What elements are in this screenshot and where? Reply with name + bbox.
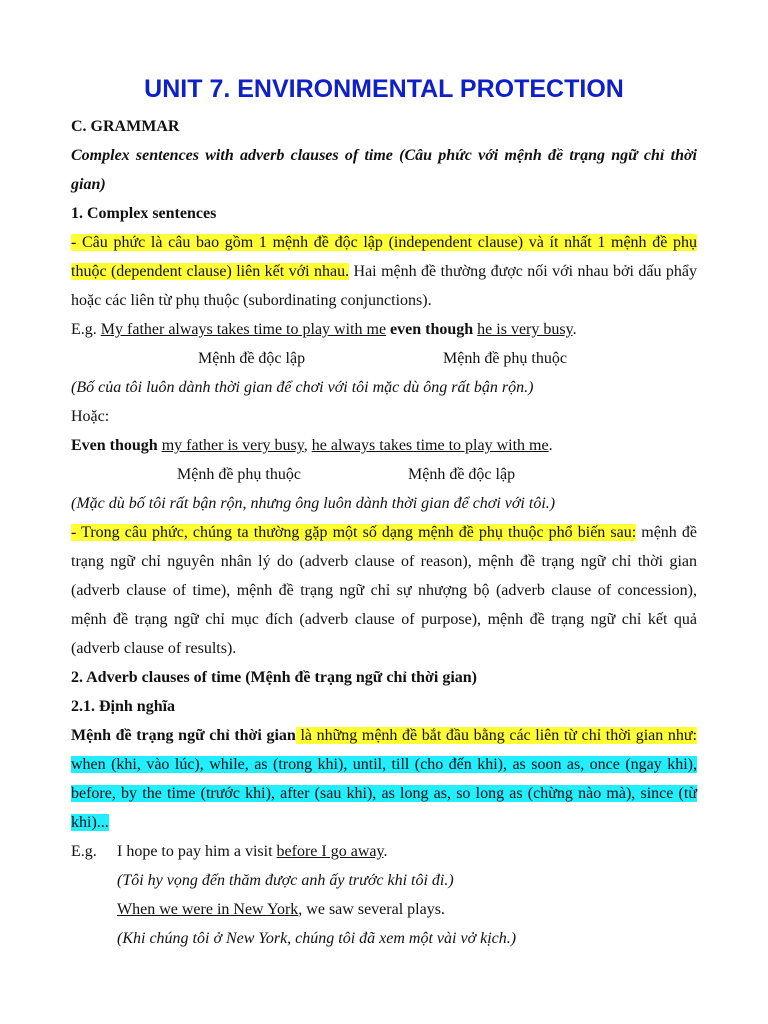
example-1-connector: even though xyxy=(390,321,474,338)
document-title: UNIT 7. ENVIRONMENTAL PROTECTION xyxy=(144,75,624,103)
example-2-connector: Even though xyxy=(71,437,158,454)
example-3-tag: E.g. xyxy=(71,843,97,860)
example-2-sentence xyxy=(71,431,697,460)
example-1-label-dependent: Mệnh đề phụ thuộc xyxy=(443,350,567,367)
example-prefix: E.g. xyxy=(71,321,101,338)
example-2-comma: , xyxy=(303,437,308,454)
paragraph-clause-types xyxy=(71,518,697,663)
example-2-dependent-clause: my father is very busy xyxy=(161,437,304,454)
heading-adverb-clauses: 2. Adverb clauses of time (Mệnh đề trạng ngữ chỉ thời gian) xyxy=(71,669,478,686)
example-2-end: . xyxy=(548,437,553,454)
section-heading: C. GRAMMAR xyxy=(71,118,180,135)
heading-definition: 2.1. Định nghĩa xyxy=(71,698,176,715)
section-subtitle: Complex sentences with adverb clauses of time (Câu phức với mệnh đề trạng ngữ chỉ thời gian) xyxy=(71,147,697,193)
document-content xyxy=(71,112,697,953)
example-3-sentence-1-clause: before I go away xyxy=(276,843,384,860)
heading-complex-sentences: 1. Complex sentences xyxy=(71,205,217,222)
highlight-definition: - Câu phức là câu bao gồm 1 mệnh đề độc lập (independent clause) và ít nhất 1 mệnh đề phụ thuộc (dependent clause) liên kết với nhau. xyxy=(71,234,697,280)
paragraph-definition xyxy=(71,228,697,315)
example-1-dependent-clause: he is very busy xyxy=(477,321,573,338)
example-1-sentence xyxy=(71,315,697,344)
example-3-sentence-1 xyxy=(71,837,697,866)
paragraph-definition-rest: Hai mệnh đề thường được nối với nhau bởi dấu phẩy hoặc các liên từ phụ thuộc (subordinating conjunctions). xyxy=(71,263,698,309)
highlight-conjunction-list: when (khi, vào lúc), while, as (trong khi), until, till (cho đến khi), as soon as, once (ngay khi), before, by the time (trước khi), after (sau khi), as long as, so long as (chừng nào mà), since (từ khi)... xyxy=(71,756,697,831)
example-2-independent-clause: he always takes time to play with me xyxy=(311,437,549,454)
example-1-labels xyxy=(71,344,697,373)
example-3-sentence-1-end: . xyxy=(383,843,388,860)
highlight-clause-types: - Trong câu phức, chúng ta thường gặp một số dạng mệnh đề phụ thuộc phổ biến sau: xyxy=(71,524,637,541)
example-3-sentence-2-main: , we saw several plays. xyxy=(298,901,445,918)
example-3-translation-2: (Khi chúng tôi ở New York, chúng tôi đã xem một vài vở kịch.) xyxy=(117,930,517,947)
example-2-translation: (Mặc dù bố tôi rất bận rộn, nhưng ông luôn dành thời gian để chơi với tôi.) xyxy=(71,495,556,512)
example-3-sentence-2-clause: When we were in New York xyxy=(117,901,299,918)
example-1-translation: (Bố của tôi luôn dành thời gian để chơi với tôi mặc dù ông rất bận rộn.) xyxy=(71,379,534,396)
example-3-translation-1: (Tôi hy vọng đến thăm được anh ấy trước khi tôi đi.) xyxy=(117,872,454,889)
term-adverb-clause-time: Mệnh đề trạng ngữ chỉ thời gian xyxy=(71,727,296,744)
example-3-sentence-2 xyxy=(71,895,697,924)
example-2-labels xyxy=(71,460,697,489)
example-3-sentence-1-main: I hope to pay him a visit xyxy=(117,843,277,860)
or-label: Hoặc: xyxy=(71,408,110,425)
example-2-label-independent: Mệnh đề độc lập xyxy=(408,466,516,483)
example-1-end: . xyxy=(572,321,577,338)
example-2-label-dependent: Mệnh đề phụ thuộc xyxy=(177,466,301,483)
example-1-independent-clause: My father always takes time to play with me xyxy=(100,321,387,338)
highlight-time-definition: là những mệnh đề bắt đầu bằng các liên từ chỉ thời gian như: xyxy=(295,727,697,744)
paragraph-time-conjunctions xyxy=(71,721,697,837)
example-1-label-independent: Mệnh đề độc lập xyxy=(198,350,306,367)
paragraph-clause-types-rest: mệnh đề trạng ngữ chỉ nguyên nhân lý do (adverb clause of reason), mệnh đề trạng ngữ chỉ thời gian (adverb clause of time), mệnh đề trạng ngữ chỉ sự nhượng bộ (adverb clause of concession), mệnh đề trạng ngữ chỉ mục đích (adverb clause of purpose), mệnh đề trạng ngữ chỉ kết quả (adverb clause of results). xyxy=(71,524,697,657)
